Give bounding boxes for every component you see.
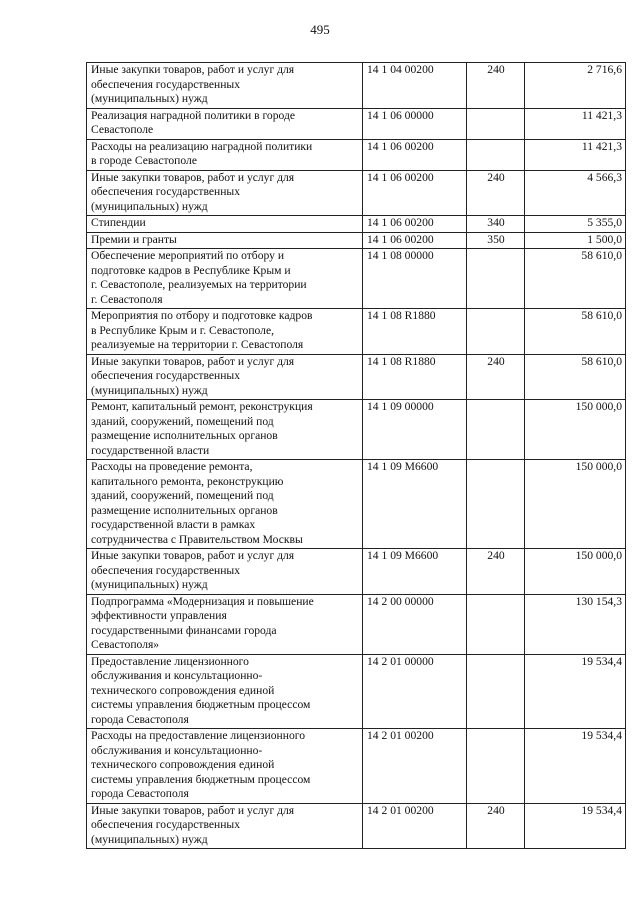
table-row xyxy=(87,108,626,139)
amount-cell: 2 716,6 xyxy=(525,63,626,109)
target-code-cell: 14 1 08 R1880 xyxy=(363,354,467,400)
expense-type-cell xyxy=(467,249,525,309)
expense-name-cell: Иные закупки товаров, работ и услуг для обеспечения государственных (муниципальных) нужд xyxy=(87,549,363,595)
table-row xyxy=(87,400,626,460)
table-row xyxy=(87,803,626,849)
target-code-cell: 14 1 09 М6600 xyxy=(363,460,467,549)
amount-cell: 19 534,4 xyxy=(525,654,626,729)
amount-cell: 11 421,3 xyxy=(525,108,626,139)
expense-type-cell: 240 xyxy=(467,549,525,595)
table-row xyxy=(87,460,626,549)
amount-cell: 58 610,0 xyxy=(525,309,626,355)
expense-type-cell xyxy=(467,594,525,654)
amount-cell: 150 000,0 xyxy=(525,400,626,460)
expense-name-cell: Иные закупки товаров, работ и услуг для обеспечения государственных (муниципальных) нужд xyxy=(87,170,363,216)
expense-name-cell: Предоставление лицензионного обслуживания и консультационно- технического сопровождения единой системы управления бюджетным процессом города Севастополя xyxy=(87,654,363,729)
expense-name-cell: Обеспечение мероприятий по отбору и подготовке кадров в Республике Крым и г. Севастополе, реализуемых на территории г. Севастополя xyxy=(87,249,363,309)
target-code-cell: 14 2 01 00000 xyxy=(363,654,467,729)
amount-cell: 1 500,0 xyxy=(525,232,626,249)
expense-name-cell: Иные закупки товаров, работ и услуг для обеспечения государственных (муниципальных) нужд xyxy=(87,354,363,400)
expense-name-cell: Мероприятия по отбору и подготовке кадров в Республике Крым и г. Севастополе, реализуемые на территории г. Севастополя xyxy=(87,309,363,355)
target-code-cell: 14 1 06 00200 xyxy=(363,139,467,170)
expense-type-cell xyxy=(467,460,525,549)
target-code-cell: 14 1 06 00200 xyxy=(363,216,467,233)
table-row xyxy=(87,309,626,355)
table-row xyxy=(87,216,626,233)
expense-type-cell: 240 xyxy=(467,170,525,216)
amount-cell: 150 000,0 xyxy=(525,549,626,595)
expense-type-cell xyxy=(467,729,525,804)
amount-cell: 11 421,3 xyxy=(525,139,626,170)
expense-name-cell: Подпрограмма «Модернизация и повышение эффективности управления государственными финансами города Севастополя» xyxy=(87,594,363,654)
expense-type-cell: 340 xyxy=(467,216,525,233)
target-code-cell: 14 2 01 00200 xyxy=(363,803,467,849)
expense-type-cell: 240 xyxy=(467,803,525,849)
table-row xyxy=(87,249,626,309)
target-code-cell: 14 1 06 00200 xyxy=(363,170,467,216)
table-row xyxy=(87,354,626,400)
target-code-cell: 14 2 01 00200 xyxy=(363,729,467,804)
table-row xyxy=(87,594,626,654)
target-code-cell: 14 2 00 00000 xyxy=(363,594,467,654)
table-row xyxy=(87,170,626,216)
expense-name-cell: Премии и гранты xyxy=(87,232,363,249)
table-row xyxy=(87,654,626,729)
target-code-cell: 14 1 09 М6600 xyxy=(363,549,467,595)
expense-type-cell xyxy=(467,654,525,729)
expense-name-cell: Расходы на проведение ремонта, капитального ремонта, реконструкцию зданий, сооружений, помещений под размещение исполнительных органов государственной власти в рамках сотрудничества с Правительством Москвы xyxy=(87,460,363,549)
table-row xyxy=(87,139,626,170)
page-number: 495 xyxy=(310,22,330,37)
amount-cell: 19 534,4 xyxy=(525,803,626,849)
expense-type-cell: 350 xyxy=(467,232,525,249)
expense-type-cell xyxy=(467,139,525,170)
expense-name-cell: Реализация наградной политики в городе Севастополе xyxy=(87,108,363,139)
expense-type-cell: 240 xyxy=(467,354,525,400)
target-code-cell: 14 1 09 00000 xyxy=(363,400,467,460)
expense-name-cell: Иные закупки товаров, работ и услуг для обеспечения государственных (муниципальных) нужд xyxy=(87,803,363,849)
budget-table-body xyxy=(87,63,626,849)
amount-cell: 4 566,3 xyxy=(525,170,626,216)
expense-type-cell xyxy=(467,309,525,355)
table-row xyxy=(87,232,626,249)
expense-name-cell: Иные закупки товаров, работ и услуг для обеспечения государственных (муниципальных) нужд xyxy=(87,63,363,109)
amount-cell: 130 154,3 xyxy=(525,594,626,654)
amount-cell: 58 610,0 xyxy=(525,354,626,400)
table-row xyxy=(87,729,626,804)
expense-type-cell: 240 xyxy=(467,63,525,109)
table-row xyxy=(87,549,626,595)
target-code-cell: 14 1 04 00200 xyxy=(363,63,467,109)
amount-cell: 5 355,0 xyxy=(525,216,626,233)
target-code-cell: 14 1 08 R1880 xyxy=(363,309,467,355)
expense-name-cell: Расходы на предоставление лицензионного обслуживания и консультационно- технического сопровождения единой системы управления бюджетным процессом города Севастополя xyxy=(87,729,363,804)
target-code-cell: 14 1 08 00000 xyxy=(363,249,467,309)
expense-name-cell: Ремонт, капитальный ремонт, реконструкция зданий, сооружений, помещений под размещение исполнительных органов государственной власти xyxy=(87,400,363,460)
budget-table xyxy=(86,62,626,849)
amount-cell: 58 610,0 xyxy=(525,249,626,309)
amount-cell: 19 534,4 xyxy=(525,729,626,804)
expense-name-cell: Расходы на реализацию наградной политики в городе Севастополе xyxy=(87,139,363,170)
expense-type-cell xyxy=(467,400,525,460)
expense-type-cell xyxy=(467,108,525,139)
expense-name-cell: Стипендии xyxy=(87,216,363,233)
table-row xyxy=(87,63,626,109)
target-code-cell: 14 1 06 00000 xyxy=(363,108,467,139)
amount-cell: 150 000,0 xyxy=(525,460,626,549)
target-code-cell: 14 1 06 00200 xyxy=(363,232,467,249)
